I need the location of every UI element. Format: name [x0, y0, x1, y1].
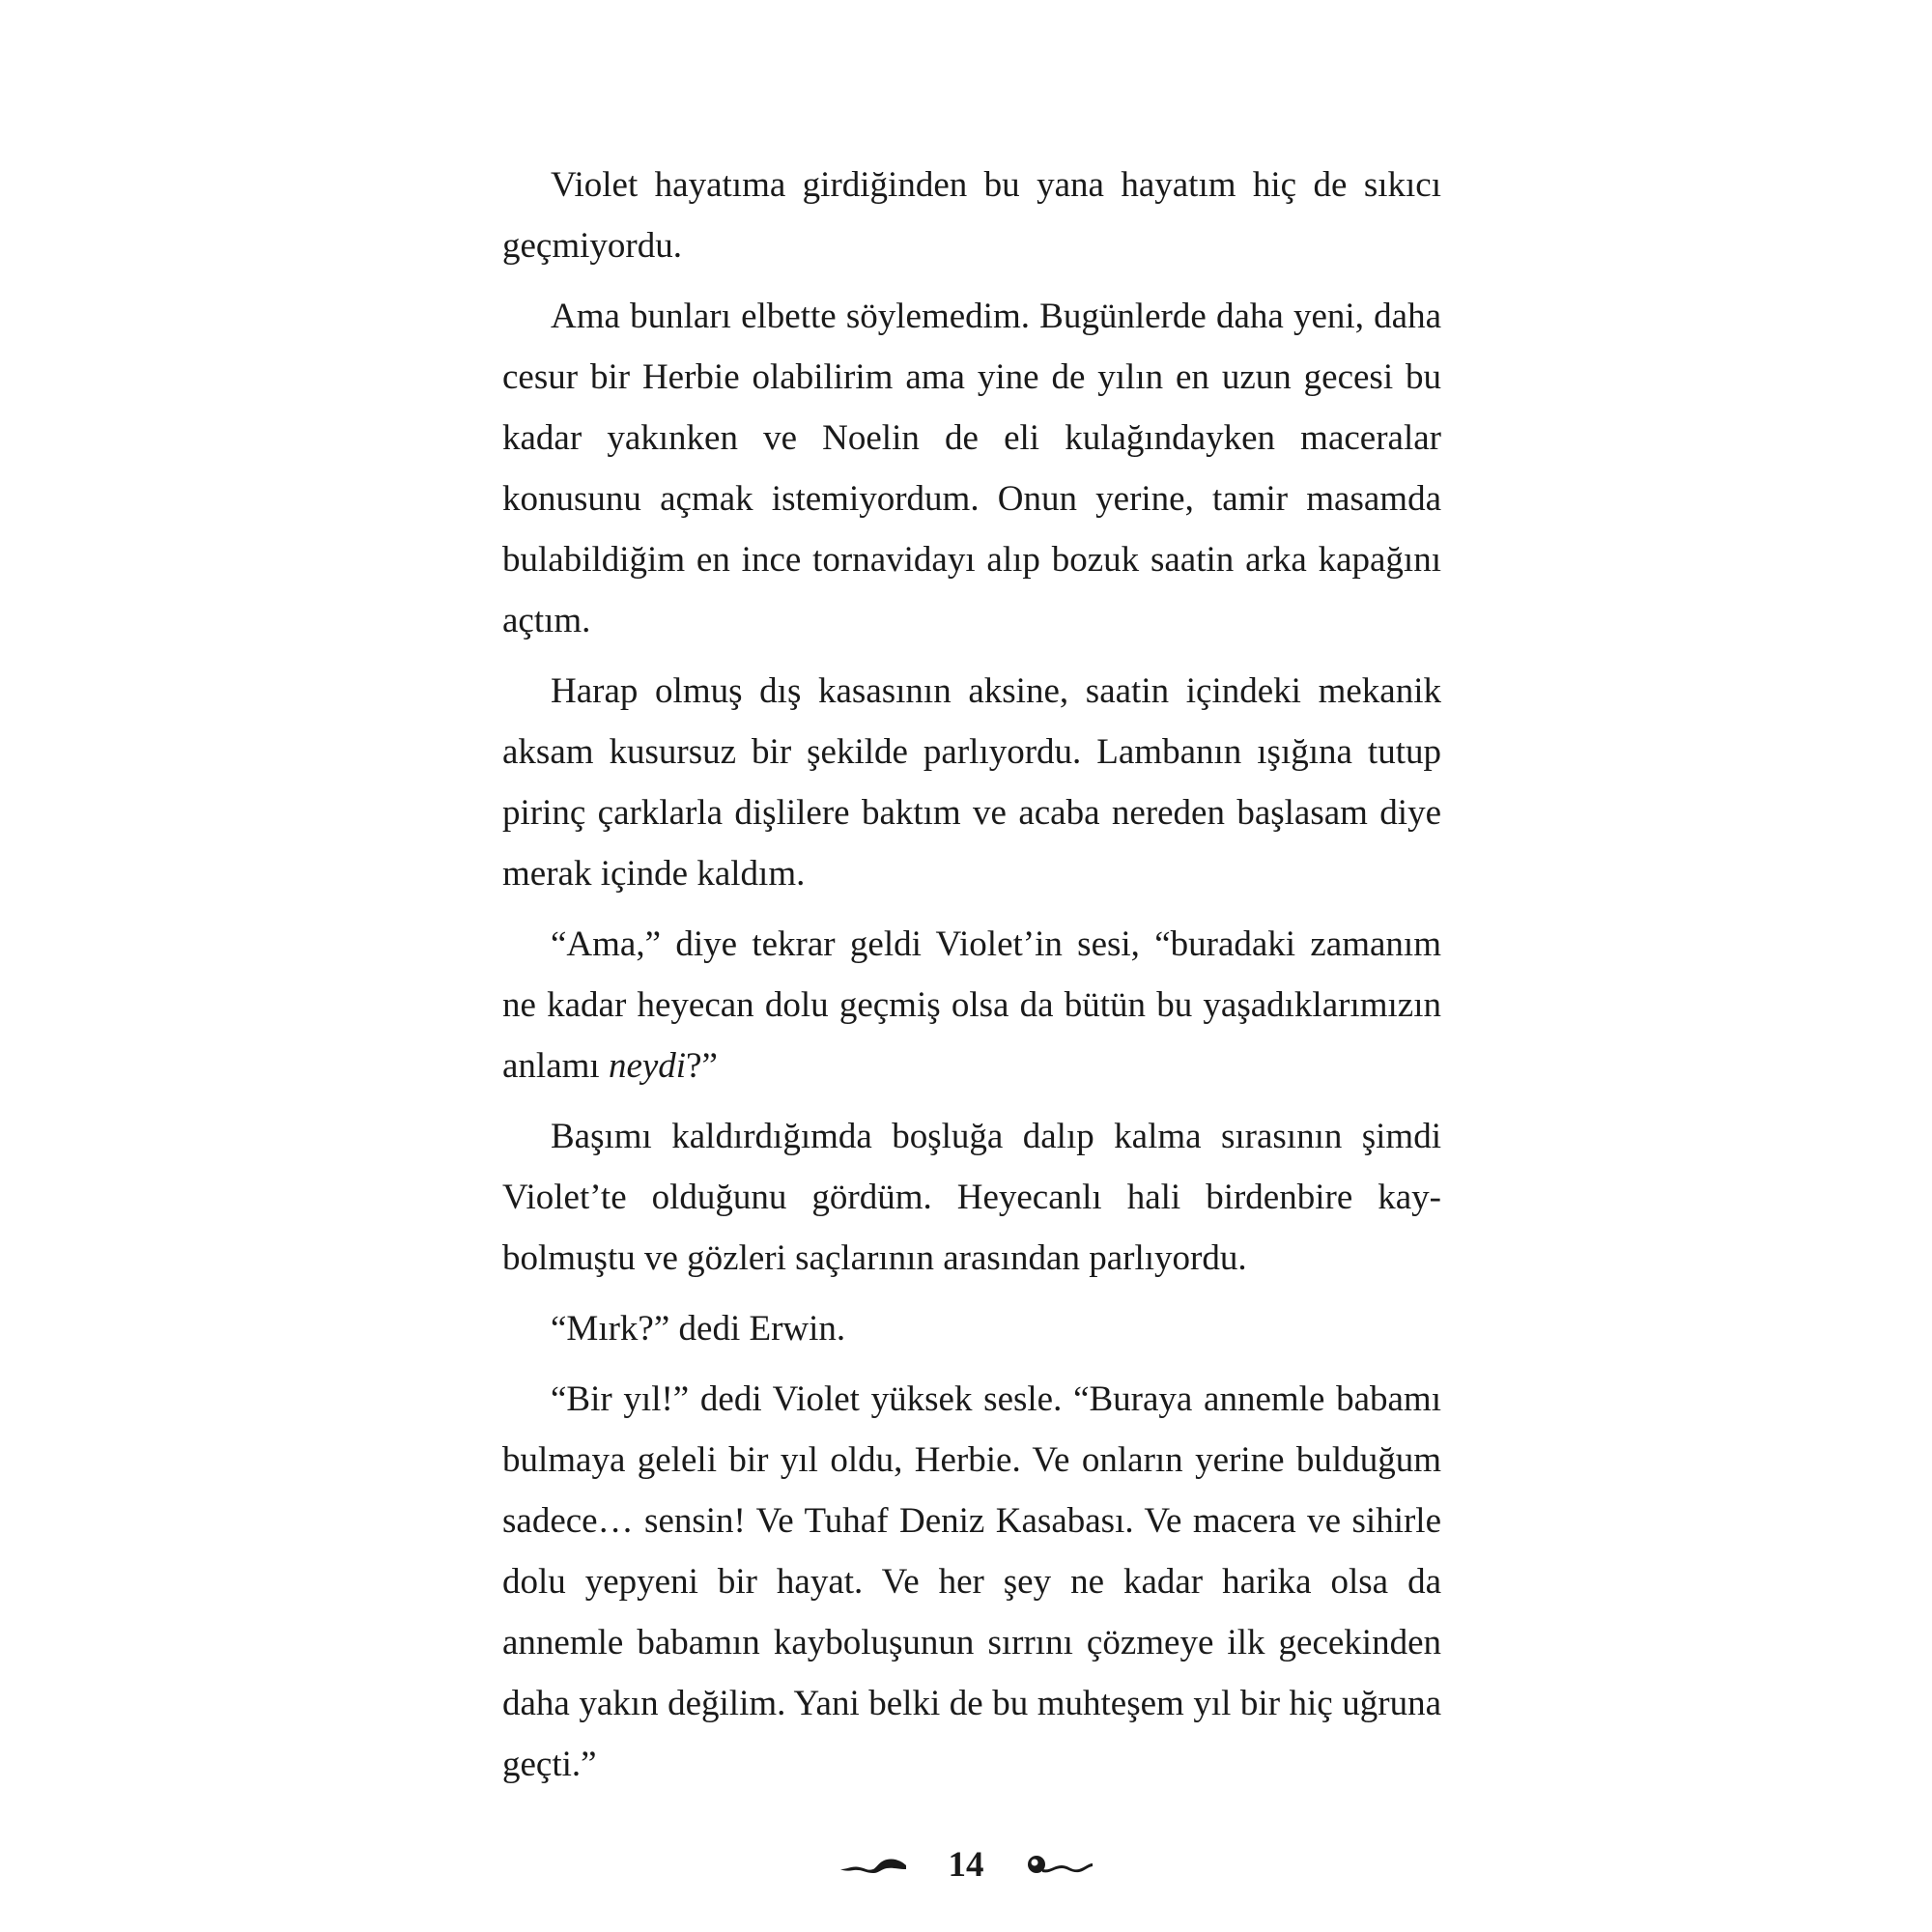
paragraph-6: “Mırk?” dedi Erwin.: [551, 1309, 846, 1349]
paragraph-4-end: ?”: [686, 1046, 718, 1086]
body-text: [502, 155, 1441, 1804]
page-number: 14: [948, 1844, 984, 1885]
paragraph-2: Ama bunları elbette söylemedim. Bugünlerde daha yeni, daha cesur bir Herbie olabilirim ama yine de yılın en uzun gecesi bu kadar yakınken ve Noelin de eli kulağındayken maceralar konusunu açmak istemiyordum. Onun yerine, tamir masamda bulabildiğim en ince tornavidayı alıp bozuk saatin arka kapağını açtım.: [502, 297, 1441, 640]
squiggle-ornament-left-icon: [838, 1850, 910, 1879]
paragraph-3: Harap olmuş dış kasasının aksine, saatin içindeki mekanik aksam kusursuz bir şekilde parlıyordu. Lambanın ışığına tutup pirinç çarklarla dişlilere baktım ve acaba nereden başlasam diye merak içinde kaldım.: [502, 671, 1441, 894]
paragraph-4-text: “Ama,” diye tekrar geldi Violet’in sesi, “buradaki zamanım ne kadar heyecan dolu geçmiş olsa da bütün bu yaşadıklarımızın anlamı: [502, 924, 1441, 1086]
paragraph-4-italic: neydi: [608, 1046, 687, 1086]
paragraph-7: “Bir yıl!” dedi Violet yüksek sesle. “Buraya annemle babamı bulmaya geleli bir yıl oldu, Herbie. Ve onların yerine bulduğum sadece… sensin! Ve Tuhaf Deniz Kasabası. Ve macera ve sihirle dolu yepyeni bir hayat. Ve her şey ne kadar harika olsa da annemle babamın kayboluşunun sırrını çözmeye ilk gecekinden daha yakın değilim. Yani belki de bu muhteşem yıl bir hiç uğruna geçti.”: [502, 1379, 1441, 1784]
squiggle-ornament-right-icon: [1023, 1850, 1094, 1879]
paragraph-5: Başımı kaldırdığımda boşluğa dalıp kalma sırasının şimdi Violet’te olduğunu gördüm. Heyecanlı hali birdenbire kaybolmuştu ve gözleri saçlarının arasından parlıyordu.: [502, 1117, 1441, 1278]
page-footer: [0, 1835, 1932, 1893]
paragraph-1: Violet hayatıma girdiğinden bu yana hayatım hiç de sıkıcı geçmiyordu.: [502, 165, 1441, 266]
paragraph-4: [502, 914, 1441, 1096]
